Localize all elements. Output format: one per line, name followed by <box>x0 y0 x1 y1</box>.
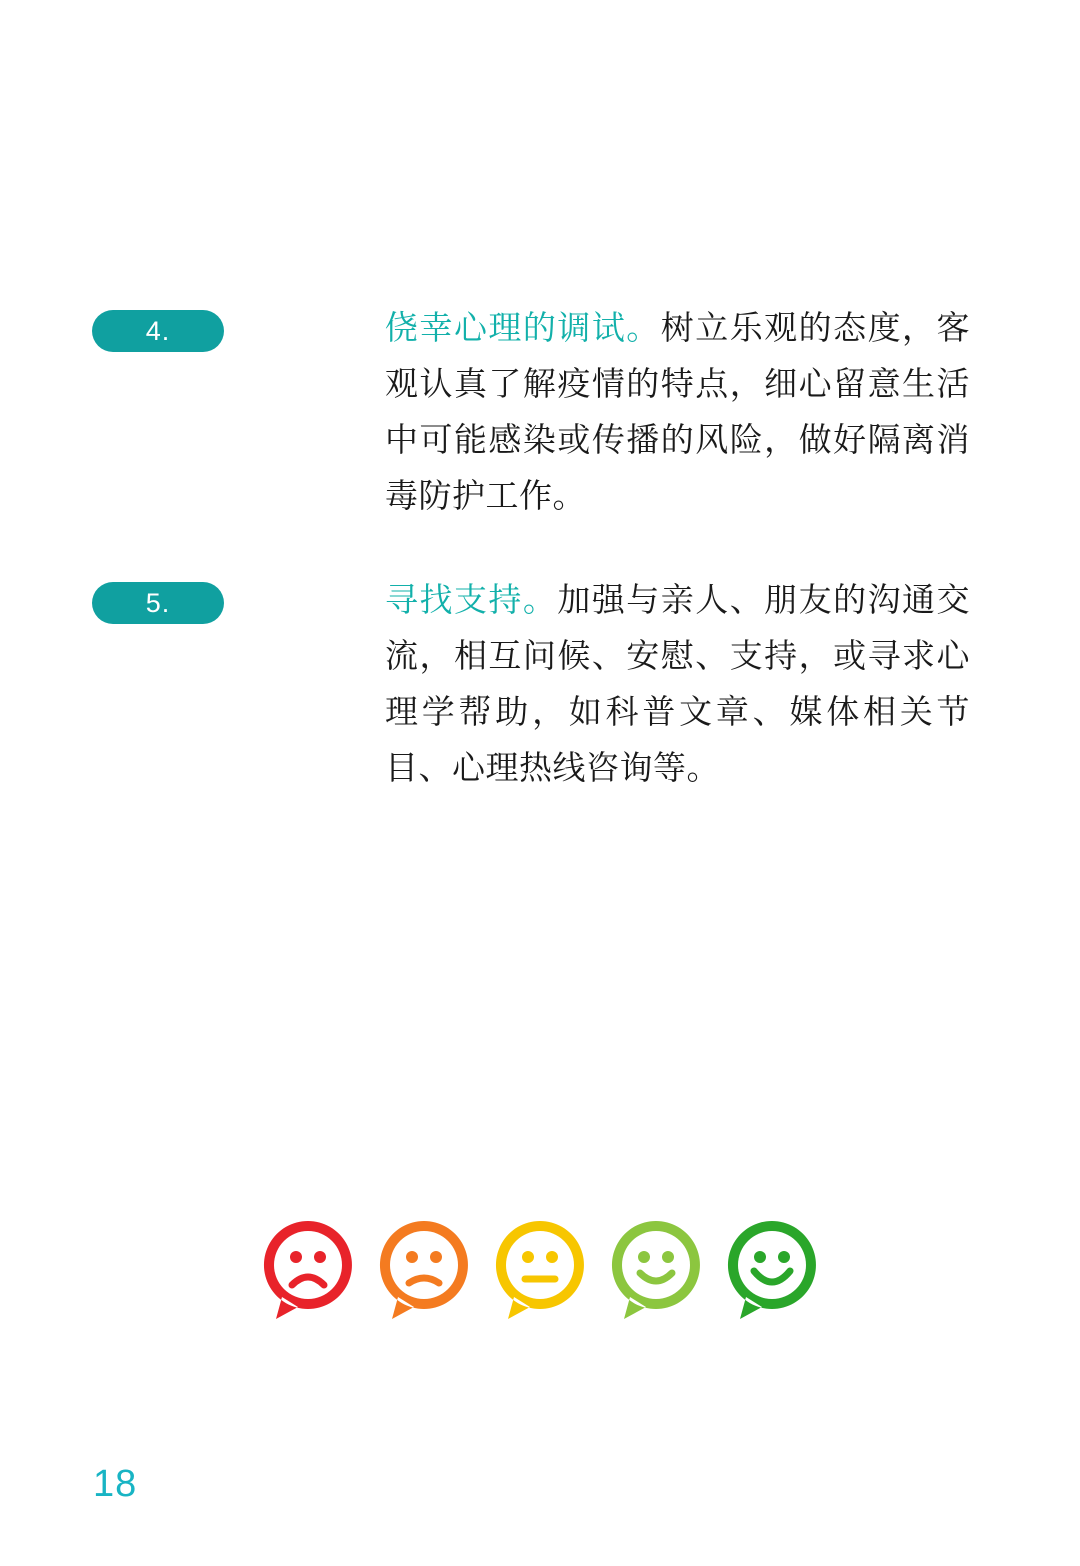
item-number-badge: 4. <box>92 310 224 352</box>
item-text: 树立乐观的态度，客观认真了解疫情的特点，细心留意生活中可能感染或传播的风险，做好隔离消毒防护工作。 <box>385 309 970 514</box>
item-number-badge: 5. <box>92 582 224 624</box>
face-sad-icon <box>374 1215 474 1330</box>
list-item <box>0 300 1080 524</box>
list-item <box>0 572 1080 796</box>
mood-scale-illustration <box>0 1215 1080 1330</box>
item-lead: 侥幸心理的调试。 <box>385 309 661 346</box>
face-neutral-icon <box>490 1215 590 1330</box>
face-happy-icon <box>606 1215 706 1330</box>
item-text: 加强与亲人、朋友的沟通交流，相互问候、安慰、支持，或寻求心理学帮助，如科普文章、媒体相关节目、心理热线咨询等。 <box>385 581 970 786</box>
item-body <box>385 572 970 796</box>
item-lead: 寻找支持。 <box>385 581 558 618</box>
item-body <box>385 300 970 524</box>
face-very-happy-icon <box>722 1215 822 1330</box>
numbered-list <box>0 300 1080 844</box>
face-very-sad-icon <box>258 1215 358 1330</box>
page-number: 18 <box>93 1463 138 1505</box>
